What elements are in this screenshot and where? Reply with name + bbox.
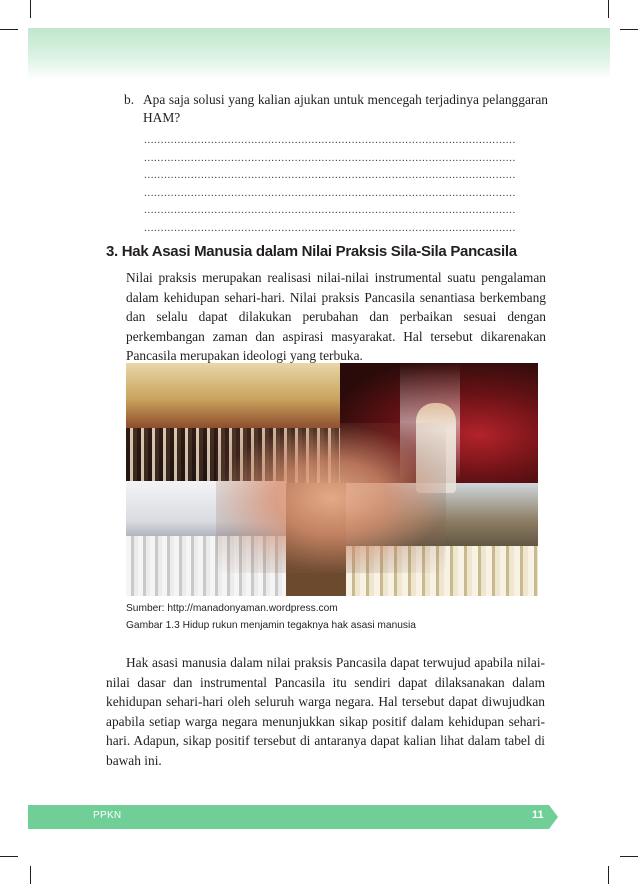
crop-mark: [30, 866, 31, 884]
question-b: [124, 91, 548, 127]
header-band: [28, 28, 610, 80]
answer-line[interactable]: ...............................................................................................................: [144, 169, 516, 181]
section-heading: 3. Hak Asasi Manusia dalam Nilai Praksis Sila-Sila Pancasila: [106, 243, 517, 260]
answer-line[interactable]: ...............................................................................................................: [144, 134, 516, 146]
body-paragraph: Hak asasi manusia dalam nilai praksis Pancasila dapat terwujud apabila nilai-nilai dasar dan instrumental Pancasila itu sendiri dapat dilaksanakan dalam kehidupan sehari-hari oleh seluruh warga negara. Hal tersebut dapat diwujudkan apabila setiap warga negara menunjukkan sikap positif dalam kehidupan sehari-hari. Adapun, sikap positif tersebut di antaranya dapat kalian lihat dalam tabel di bawah ini.: [106, 655, 545, 768]
crop-mark: [620, 29, 638, 30]
page-number: 11: [532, 809, 544, 821]
crop-mark: [0, 856, 18, 857]
crop-mark: [0, 29, 18, 30]
footer-subject-label: PPKN: [93, 810, 122, 821]
question-text: Apa saja solusi yang kalian ajukan untuk mencegah terjadinya pelanggaran HAM?: [143, 92, 548, 125]
crop-mark: [608, 866, 609, 884]
crop-mark: [620, 856, 638, 857]
answer-line[interactable]: ...............................................................................................................: [144, 221, 516, 234]
crop-mark: [30, 0, 31, 18]
answer-line[interactable]: ...............................................................................................................: [144, 186, 516, 199]
figure-collage-image: [126, 363, 538, 596]
figure-source: Sumber: http://manadonyaman.wordpress.com: [126, 603, 338, 614]
question-letter: b.: [124, 92, 135, 107]
figure-caption: [126, 600, 416, 634]
answer-line[interactable]: ...............................................................................................................: [144, 204, 516, 216]
joined-hands-photo: [216, 423, 446, 573]
figure-title: Gambar 1.3 Hidup rukun menjamin tegaknya hak asasi manusia: [126, 620, 416, 631]
crop-mark: [608, 0, 609, 18]
answer-lines[interactable]: [144, 134, 545, 239]
section-paragraph: Nilai praksis merupakan realisasi nilai-nilai instrumental suatu pengalaman dalam kehidupan sehari-hari. Nilai praksis Pancasila senantiasa berkembang dan selalu dapat dilakukan perubahan dan perbaikan sesuai dengan perkembangan zaman dan aspirasi masyarakat. Hal tersebut dikarenakan Pancasila merupakan ideologi yang terbuka.: [126, 270, 546, 364]
answer-line[interactable]: ...............................................................................................................: [144, 151, 516, 164]
